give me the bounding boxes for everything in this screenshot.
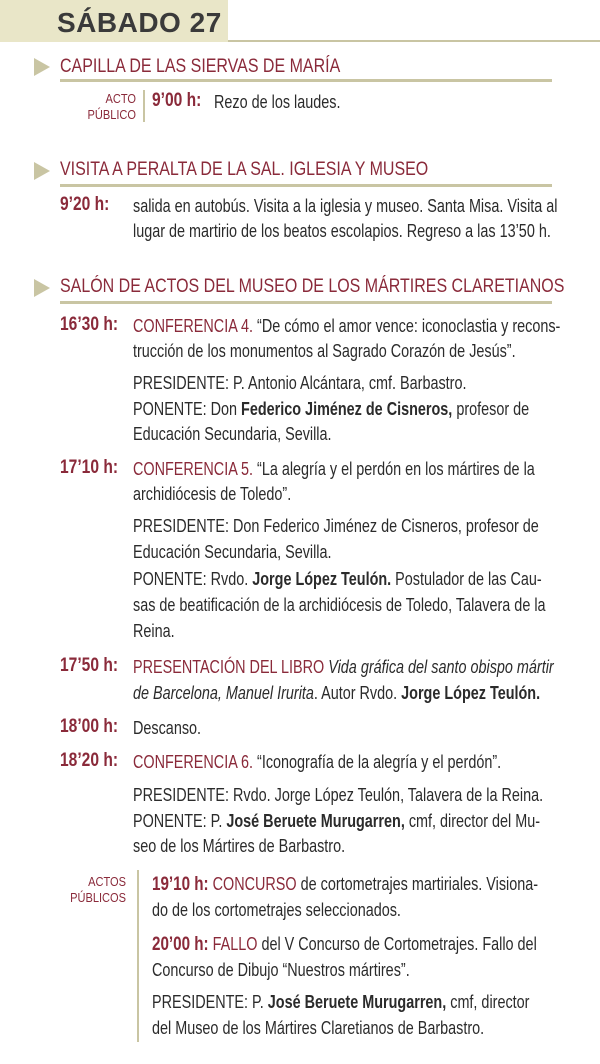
event-label: FALLO [208,934,258,954]
event-time: 17’50 h: [60,655,119,676]
event-time: 20’00 h: [152,934,209,955]
section-arrow-icon [34,58,50,76]
section-rule [60,301,552,304]
book-label: PRESENTACIÓN DEL LIBRO [133,657,325,677]
speaker-line: sas de beatificación de la archidiócesis de Toledo, Talavera de la [133,595,546,615]
speaker-label: PONENTE: Don [133,399,242,419]
event-text-line [133,314,560,339]
president-desc: cmf, director [446,992,530,1012]
event-text-line [133,457,535,482]
event-text-line: salida en autobús. Visita a la iglesia y museo. Santa Misa. Visita al [133,196,558,216]
event-time: 9’00 h: [152,90,202,111]
day-header [0,0,600,42]
public-event-line: do de los cortometrajes seleccionados. [152,900,401,920]
speaker-label: PONENTE: P. [133,811,227,831]
tag-divider [137,870,139,1042]
event-text-line [133,750,501,775]
speaker-name: José Beruete Murugarren, [226,811,405,831]
event-time: 16’30 h: [60,314,119,335]
president-line: PRESIDENTE: Don Federico Jiménez de Cisneros, profesor de [133,516,539,536]
conference-title: “La alegría y el perdón en los mártires de la [253,459,535,479]
public-event-line: Concurso de Dibujo “Nuestros mártires”. [152,960,410,980]
tag-line: ACTOS [88,874,126,889]
actos-publicos-tag [61,874,126,906]
speaker-line: seo de los Mártires de Barbastro. [133,836,346,856]
president-line: del Museo de los Mártires Claretianos de Barbastro. [152,1018,485,1038]
event-text-line: trucción de los monumentos al Sagrado Corazón de Jesús”. [133,341,516,361]
section-rule [60,79,552,82]
section-rule [60,184,552,187]
tag-divider [143,90,145,122]
conference-title: “Iconografía de la alegría y el perdón”. [253,752,502,772]
event-time: 17’10 h: [60,457,119,478]
tag-line: ACTO [105,91,136,106]
book-author-label: . Autor Rvdo. [313,683,402,703]
president-label: PRESIDENTE: P. [152,992,268,1012]
day-title: SÁBADO 27 [57,7,222,38]
speaker-desc: Postulador de las Cau- [391,569,542,589]
tag-line: PÚBLICO [87,107,136,122]
event-text: Descanso. [133,718,202,738]
tag-line: PÚBLICOS [70,890,126,905]
conference-label: CONFERENCIA 5. [133,459,254,479]
event-time: 9’20 h: [60,194,110,215]
section-arrow-icon [34,279,50,297]
section-title: VISITA A PERALTA DE LA SAL. IGLESIA Y MUSEO [60,158,429,180]
event-text-line: lugar de martirio de los beatos escolapios. Regreso a las 13’50 h. [133,221,551,241]
event-text-line [133,655,554,680]
conference-label: CONFERENCIA 4. [133,316,254,336]
speaker-line [133,397,529,422]
speaker-desc: profesor de [452,399,530,419]
conference-label: CONFERENCIA 6. [133,752,254,772]
event-text-line: archidiócesis de Toledo”. [133,484,292,504]
section-title: SALÓN DE ACTOS DEL MUSEO DE LOS MÁRTIRES CLARETIANOS [60,275,565,297]
event-text: Rezo de los laudes. [214,92,341,112]
speaker-line [133,809,540,834]
president-line: Educación Secundaria, Sevilla. [133,542,332,562]
event-desc: del V Concurso de Cortometrajes. Fallo del [257,934,537,954]
president-name: José Beruete Murugarren, [267,992,447,1012]
book-title: Vida gráfica del santo obispo mártir [324,657,554,677]
speaker-line: Reina. [133,621,175,641]
header-rule [228,40,600,42]
speaker-line [133,567,542,592]
speaker-name: Federico Jiménez de Cisneros, [241,399,453,419]
acto-publico-tag [71,91,136,123]
section-title: CAPILLA DE LAS SIERVAS DE MARÍA [60,55,341,77]
event-text-line [133,681,540,706]
event-desc: de cortometrajes martiriales. Visiona- [296,874,539,894]
event-time: 19’10 h: [152,874,209,895]
event-time: 18’20 h: [60,750,119,771]
event-time: 18’00 h: [60,716,119,737]
speaker-line: Educación Secundaria, Sevilla. [133,424,332,444]
book-title: de Barcelona, Manuel Irurita [133,683,314,703]
conference-title: “De cómo el amor vence: iconoclastia y recons- [253,316,561,336]
speaker-label: PONENTE: Rvdo. [133,569,253,589]
public-event-line [152,872,538,897]
event-label: CONCURSO [208,874,297,894]
speaker-desc: cmf, director del Mu- [404,811,541,831]
president-line: PRESIDENTE: Rvdo. Jorge López Teulón, Talavera de la Reina. [133,785,544,805]
president-line [152,990,529,1015]
speaker-name: Jorge López Teulón. [252,569,392,589]
book-author: Jorge López Teulón. [401,683,541,703]
public-event-line [152,932,537,957]
section-arrow-icon [34,162,50,180]
president-line: PRESIDENTE: P. Antonio Alcántara, cmf. Barbastro. [133,373,467,393]
